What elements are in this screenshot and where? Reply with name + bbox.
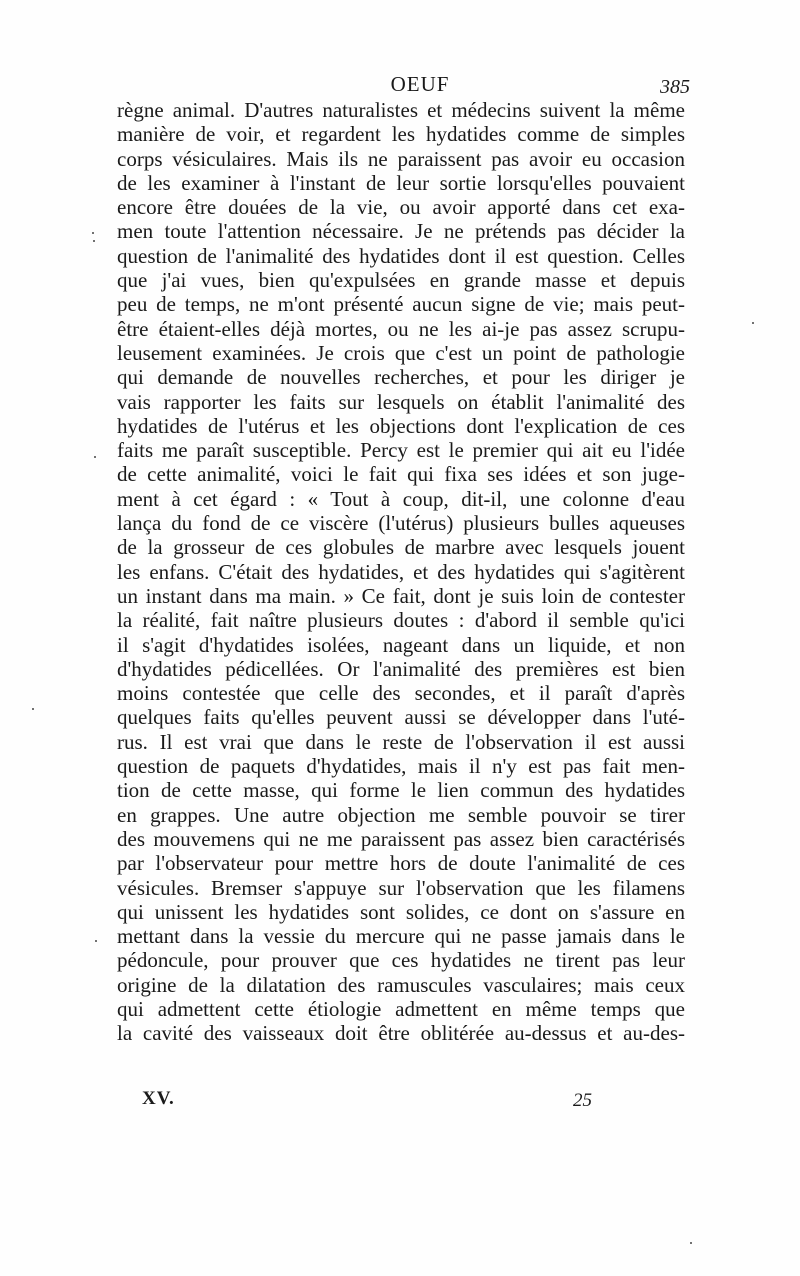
text-line: règne animal. D'autres naturalistes et médecins suivent la même bbox=[117, 98, 685, 122]
text-line: par l'observateur pour mettre hors de doute l'animalité de ces bbox=[117, 851, 685, 876]
folio-number: 25 bbox=[573, 1090, 592, 1111]
paper-speck bbox=[93, 240, 95, 242]
paper-speck bbox=[752, 322, 754, 324]
text-line: faits me paraît susceptible. Percy est le premier qui ait eu l'idée bbox=[117, 438, 685, 463]
text-line: vésicules. Bremser s'appuye sur l'observation que les filamens bbox=[117, 875, 685, 900]
text-line: vais rapporter les faits sur lesquels on établit l'animalité des bbox=[117, 389, 685, 414]
text-line: d'hydatides pédicellées. Or l'animalité des premières est bien bbox=[117, 656, 685, 681]
text-line: être étaient-elles déjà mortes, ou ne les ai-je pas assez scrupu- bbox=[117, 316, 685, 341]
text-line: des mouvemens qui ne me paraissent pas assez bien caractérisés bbox=[117, 826, 685, 851]
text-line: en grappes. Une autre objection me semble pouvoir se tirer bbox=[117, 802, 685, 827]
text-line: un instant dans ma main. » Ce fait, dont je suis loin de contester bbox=[117, 583, 685, 608]
running-title: OEUF bbox=[390, 72, 450, 96]
text-line: ment à cet égard : « Tout à coup, dit-il, une colonne d'eau bbox=[117, 486, 685, 511]
paper-speck bbox=[92, 232, 94, 234]
paper-speck bbox=[95, 940, 97, 942]
text-line: hydatides de l'utérus et les objections dont l'explication de ces bbox=[117, 413, 685, 438]
text-line: moins contestée que celle des secondes, et il paraît d'après bbox=[117, 681, 685, 706]
paper-speck bbox=[94, 456, 96, 458]
text-line: rus. Il est vrai que dans le reste de l'observation il est aussi bbox=[117, 729, 685, 754]
text-line: il s'agit d'hydatides isolées, nageant dans un liquide, et non bbox=[117, 632, 685, 657]
text-line: question de paquets d'hydatides, mais il n'y est pas fait men- bbox=[117, 754, 685, 779]
text-line: origine de la dilatation des ramuscules vasculaires; mais ceux bbox=[117, 972, 685, 997]
text-line: la cavité des vaisseaux doit être oblitérée au-dessus et au-des- bbox=[117, 1021, 685, 1046]
page-number: 385 bbox=[660, 76, 690, 98]
text-line: les enfans. C'était des hydatides, et des hydatides qui s'agitèrent bbox=[117, 559, 685, 584]
text-line: question de l'animalité des hydatides dont il est question. Celles bbox=[117, 243, 685, 268]
text-line: qui unissent les hydatides sont solides, ce dont on s'assure en bbox=[117, 899, 685, 924]
text-line: lança du fond de ce viscère (l'utérus) plusieurs bulles aqueuses bbox=[117, 511, 685, 536]
text-line: mettant dans la vessie du mercure qui ne passe jamais dans le bbox=[117, 924, 685, 949]
text-line: la réalité, fait naître plusieurs doutes : d'abord il semble qu'ici bbox=[117, 608, 685, 633]
text-line: de la grosseur de ces globules de marbre avec lesquels jouent bbox=[117, 535, 685, 560]
text-line: corps vésiculaires. Mais ils ne paraissent pas avoir eu occasion bbox=[117, 146, 685, 171]
text-line: men toute l'attention nécessaire. Je ne prétends pas décider la bbox=[117, 219, 685, 244]
text-line: de cette animalité, voici le fait qui fixa ses idées et son juge- bbox=[117, 462, 685, 487]
text-line: tion de cette masse, qui forme le lien commun des hydatides bbox=[117, 778, 685, 803]
paper-speck bbox=[690, 1242, 692, 1244]
text-line: encore être douées de la vie, ou avoir apporté dans cet exa- bbox=[117, 195, 685, 220]
text-line: qui admettent cette étiologie admettent en même temps que bbox=[117, 996, 685, 1021]
body-text bbox=[117, 98, 685, 1046]
text-line: que j'ai vues, bien qu'expulsées en grande masse et depuis bbox=[117, 268, 685, 293]
text-line: leusement examinées. Je crois que c'est un point de pathologie bbox=[117, 340, 685, 365]
signature-mark: XV. bbox=[142, 1088, 175, 1109]
text-line: de les examiner à l'instant de leur sortie lorsqu'elles pouvaient bbox=[117, 170, 685, 195]
text-line: qui demande de nouvelles recherches, et pour les diriger je bbox=[117, 365, 685, 390]
paper-speck bbox=[32, 708, 34, 710]
text-line: manière de voir, et regardent les hydatides comme de simples bbox=[117, 122, 685, 147]
text-line: quelques faits qu'elles peuvent aussi se développer dans l'uté- bbox=[117, 705, 685, 730]
text-line: pédoncule, pour prouver que ces hydatides ne tirent pas leur bbox=[117, 948, 685, 973]
text-line: peu de temps, ne m'ont présenté aucun signe de vie; mais peut- bbox=[117, 292, 685, 317]
